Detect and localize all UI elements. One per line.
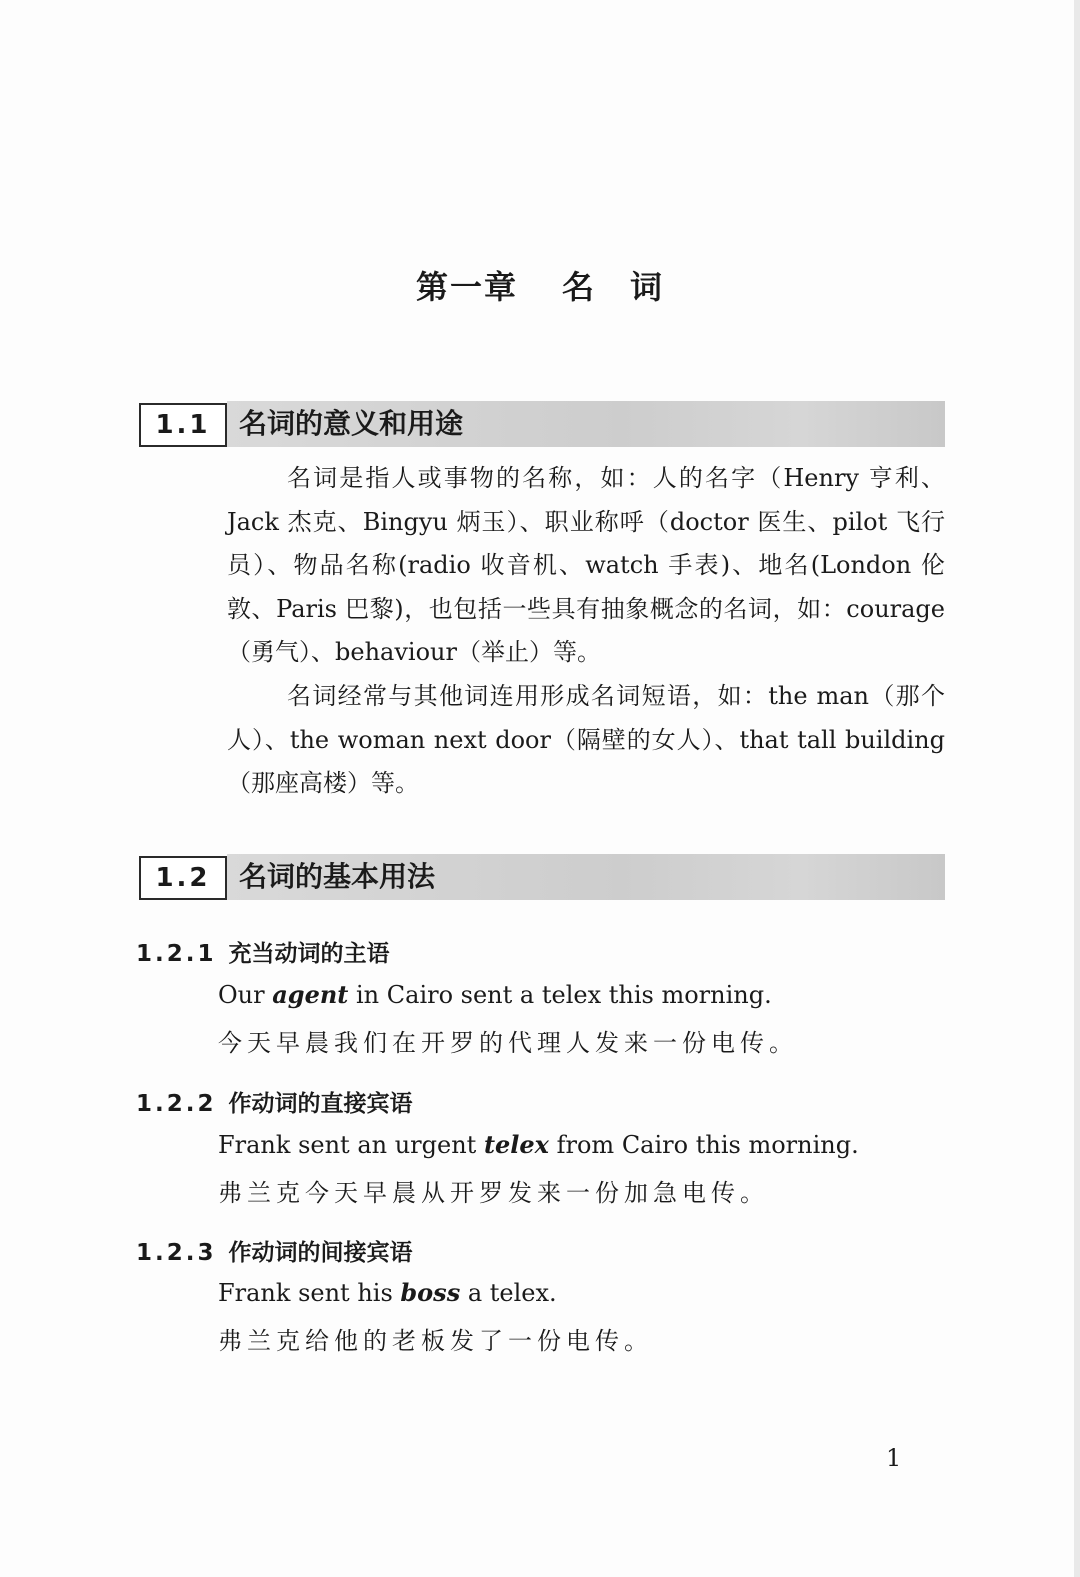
- subsection-heading-1-2-3: [136, 1234, 413, 1267]
- section-number: 1.1: [139, 403, 227, 447]
- chapter-title: [0, 262, 1080, 308]
- chapter-number: 第一章: [415, 268, 518, 306]
- chapter-name-2: 词: [630, 268, 665, 306]
- subsection-title: 作动词的间接宾语: [228, 1240, 413, 1266]
- subsection-number: 1.2.2: [136, 1091, 217, 1117]
- subsection-number: 1.2.3: [136, 1240, 217, 1266]
- chapter-name-1: 名: [561, 268, 596, 306]
- example-chinese: 弗兰克给他的老板发了一份电传。: [218, 1327, 653, 1355]
- page-number: 1: [886, 1444, 902, 1472]
- section-title: 名词的意义和用途: [239, 407, 464, 440]
- subsection-heading-1-2-1: [136, 935, 390, 968]
- section-heading-1-2: [139, 854, 945, 900]
- section-title: 名词的基本用法: [239, 860, 436, 893]
- subsection-number: 1.2.1: [136, 941, 217, 967]
- example-keyword: agent: [272, 980, 349, 1009]
- example-english: [218, 1278, 557, 1307]
- example-text: Our: [218, 981, 273, 1009]
- example-english: [218, 1130, 859, 1159]
- example-english: [218, 980, 772, 1009]
- example-text: Frank sent an urgent: [218, 1131, 484, 1159]
- page-edge: [1074, 0, 1080, 1577]
- section-number: 1.2: [139, 856, 227, 900]
- example-text: in Cairo sent a telex this morning.: [348, 981, 772, 1009]
- subsection-title: 充当动词的主语: [228, 941, 390, 967]
- example-text: a telex.: [460, 1279, 557, 1307]
- paragraph-noun-meaning: 名词是指人或事物的名称，如：人的名字（Henry 亨利、Jack 杰克、Bingyu 炳玉）、职业称呼（doctor 医生、pilot 飞行员）、物品名称(radio 收音机、watch 手表)、地名(London 伦敦、Paris 巴黎)，也包括一些具有抽象概念的名词，如：courage（勇气）、behaviour（举止）等。: [227, 464, 945, 666]
- example-chinese: 弗兰克今天早晨从开罗发来一份加急电传。: [218, 1179, 769, 1207]
- example-chinese: 今天早晨我们在开罗的代理人发来一份电传。: [218, 1029, 798, 1057]
- example-text: from Cairo this morning.: [549, 1131, 859, 1159]
- example-text: Frank sent his: [218, 1279, 401, 1307]
- paragraph-noun-phrases: 名词经常与其他词连用形成名词短语，如：the man（那个人）、the woman next door（隔壁的女人）、that tall building（那座高楼）等。: [227, 682, 945, 797]
- example-keyword: telex: [483, 1130, 549, 1159]
- subsection-title: 作动词的直接宾语: [228, 1091, 413, 1117]
- example-keyword: boss: [400, 1278, 461, 1307]
- subsection-heading-1-2-2: [136, 1085, 413, 1118]
- section-heading-1-1: [139, 401, 945, 447]
